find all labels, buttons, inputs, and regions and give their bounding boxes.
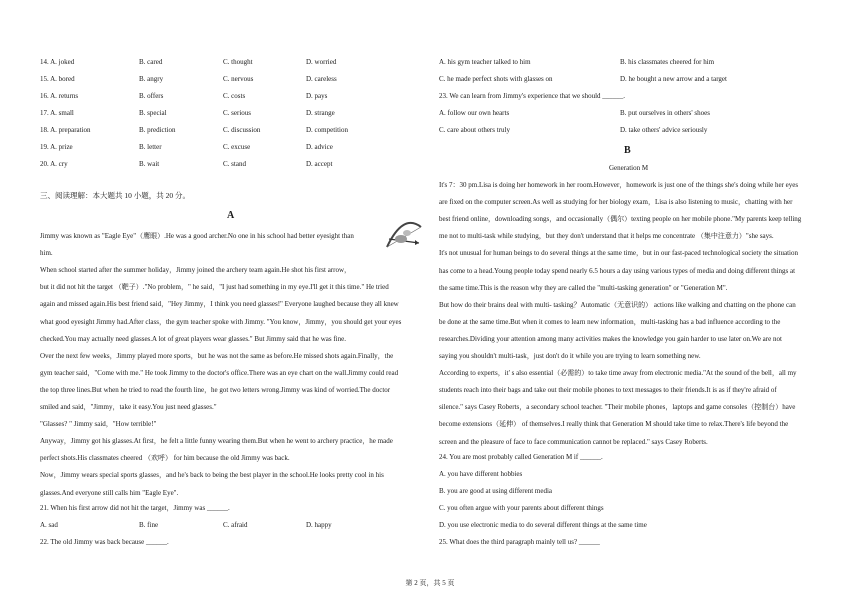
vocab-q19-option-a[interactable]: 19. A. prize — [40, 143, 73, 151]
vocab-q15-option-a[interactable]: 15. A. bored — [40, 75, 75, 83]
passage-b-line: become extensions（延伸） of themselves.I really think that Generation M should take time to relax.There's life beyond the — [439, 420, 789, 429]
passage-b-line: researches.Dividing your attention among many activities makes the knowledge you gain harder to use later on.We are not — [439, 334, 782, 343]
passage-b-line: are fixed on the computer screen.As well as studying for her biology exam，Lisa is also listening to music，chatting with her — [439, 198, 793, 207]
passage-b-label: B — [624, 145, 631, 156]
q22-option-d[interactable]: D. he bought a new arrow and a target — [620, 75, 727, 83]
passage-b-line: According to experts，it' s also essential（必需的）to take time away from electronic media."At the sound of the bell，all my — [439, 369, 797, 378]
passage-a-line: Jimmy was known as "Eagle Eye"（鹰眼）.He was a good archer.No one in his school had better eyesight than — [40, 232, 354, 240]
passage-b-line: has come to a head.Young people today spend nearly 6.5 hours a day using various types of media and doing different things at — [439, 266, 796, 275]
passage-a-line: but it did not hit the target （靶子）."No problem，" he said，"I just had something in my eye.I'll get it this time." He tried — [40, 283, 389, 292]
vocab-q14-option-c[interactable]: C. thought — [223, 58, 253, 66]
vocab-q14-option-a[interactable]: 14. A. joked — [40, 58, 75, 66]
q23-option-d[interactable]: D. take others' advice seriously — [620, 126, 708, 134]
q21-option-d[interactable]: D. happy — [306, 521, 332, 529]
passage-a-line: checked.You may actually need glasses.A lot of great players wear glasses." But Jimmy said that he was fine. — [40, 334, 346, 343]
question-21-stem: 21. When his first arrow did not hit the target，Jimmy was ______. — [40, 504, 230, 512]
passage-a-line: him. — [40, 249, 53, 258]
archer-bow-arrow-illustration — [381, 219, 425, 251]
q23-option-c[interactable]: C. care about others truly — [439, 126, 510, 134]
vocab-q19-option-d[interactable]: D. advice — [306, 143, 333, 151]
passage-b-line: saying you shouldn't multi-task，just don't do it while you are trying to learn something new. — [439, 352, 701, 360]
passage-b-line: me not to multi-task while studying，but they don't understand that it helps me concentrate （集中注意力）"she says. — [439, 232, 774, 241]
q22-option-c[interactable]: C. he made perfect shots with glasses on — [439, 75, 553, 83]
q23-option-b[interactable]: B. put ourselves in others' shoes — [620, 109, 710, 117]
passage-b-line: the same time.This is the reason why they are called the "multi-tasking generation" or "Generation M". — [439, 283, 728, 292]
question-24-stem: 24. You are most probably called Generation M if ______. — [439, 453, 603, 461]
vocab-q17-option-d[interactable]: D. strange — [306, 109, 335, 117]
vocab-q15-option-c[interactable]: C. nervous — [223, 75, 254, 83]
passage-a-line: glasses.And everyone still calls him "Eagle Eye". — [40, 488, 179, 497]
passage-b-line: But how do their brains deal with multi- tasking？Automatic（无意识的） actions like walking and chatting on the phone can — [439, 300, 796, 309]
vocab-q18-option-c[interactable]: C. discussion — [223, 126, 261, 134]
q24-option-d[interactable]: D. you use electronic media to do several different things at the same time — [439, 521, 647, 529]
vocab-q19-option-b[interactable]: B. letter — [139, 143, 162, 151]
passage-b-title: Generation M — [609, 164, 649, 172]
vocab-q20-option-d[interactable]: D. accept — [306, 160, 333, 168]
vocab-q18-option-a[interactable]: 18. A. preparation — [40, 126, 91, 134]
vocab-q19-option-c[interactable]: C. excuse — [223, 143, 251, 151]
vocab-q20-option-b[interactable]: B. wait — [139, 160, 160, 168]
question-23-stem: 23. We can learn from Jimmy's experience that we should ______. — [439, 92, 626, 100]
passage-a-line: "Glasses? " Jimmy said，"How terrible!" — [40, 420, 157, 429]
passage-a-line: Now，Jimmy wears special sports glasses，and he's back to being the best player in the school.He looks pretty cool in his — [40, 471, 384, 480]
passage-b-line: It's not unusual for human beings to do several things at the same time，but in our fast-paced technological society the situation — [439, 249, 798, 258]
passage-b-line: silence." says Casey Roberts，a secondary school teacher. "Their mobile phones，laptops and game consoles（控制台）have — [439, 403, 796, 412]
q22-option-b[interactable]: B. his classmates cheered for him — [620, 58, 715, 66]
passage-a-line: When school started after the summer holiday，Jimmy joined the archery team again.He shot his first arrow， — [40, 266, 352, 275]
q22-option-a[interactable]: A. his gym teacher talked to him — [439, 58, 531, 66]
q21-option-b[interactable]: B. fine — [139, 521, 159, 529]
vocab-q18-option-d[interactable]: D. competition — [306, 126, 348, 134]
q21-option-a[interactable]: A. sad — [40, 521, 58, 529]
vocab-q14-option-d[interactable]: D. worried — [306, 58, 337, 66]
vocab-q17-option-b[interactable]: B. special — [139, 109, 167, 117]
passage-a-line: perfect shots.His classmates cheered （欢呼） for him because the old Jimmy was back. — [40, 454, 290, 463]
q24-option-a[interactable]: A. you have different hobbies — [439, 470, 523, 478]
vocab-q15-option-b[interactable]: B. angry — [139, 75, 164, 83]
passage-b-line: It's 7：30 pm.Lisa is doing her homework in her room.However，homework is just one of the things she's doing while her eyes — [439, 181, 799, 189]
vocab-q16-option-d[interactable]: D. pays — [306, 92, 328, 100]
passage-b-line: screen and the pleasure of face to face communication cannot be replaced." says Casey Roberts. — [439, 437, 708, 446]
passage-a-line: Over the next few weeks，Jimmy played more sports，but he was not the same as before.He missed shots again.Finally，the — [40, 351, 394, 360]
vocab-q16-option-c[interactable]: C. costs — [223, 92, 246, 100]
passage-a-line: gym teacher said，"Come with me." He took Jimmy to the doctor's office.There was an eye chart on the wall.Jimmy could read — [40, 368, 399, 377]
vocab-q20-option-a[interactable]: 20. A. cry — [40, 160, 68, 168]
question-22-stem: 22. The old Jimmy was back because ______. — [40, 538, 169, 546]
vocab-q16-option-b[interactable]: B. offers — [139, 92, 164, 100]
q24-option-c[interactable]: C. you often argue with your parents about different things — [439, 504, 604, 512]
passage-b-line: best friend online，downloading songs，and occasionally（偶尔）texting people on her mobile phone."My parents keep telling — [439, 215, 802, 224]
q23-option-a[interactable]: A. follow our own hearts — [439, 109, 510, 117]
passage-a-line: what good eyesight Jimmy had.After class，the gym teacher spoke with Jimmy. "You know，Jimmy，you should get your eyes — [40, 317, 402, 326]
reading-section-header: 三、阅读理解：本大题共 10 小题，共 20 分。 — [40, 191, 190, 200]
vocab-q16-option-a[interactable]: 16. A. returns — [40, 92, 79, 100]
passage-b-line: students reach into their bags and take out their mobile phones to text messages to their friends.It is as if they're afraid of — [439, 386, 777, 395]
passage-a-line: again and missed again.His best friend said，"Hey Jimmy，I think you need glasses!" Everyone laughed because they all knew — [40, 300, 399, 309]
passage-a-line: Anyway，Jimmy got his glasses.At first，he felt a little funny wearing them.But when he went to archery practice，he made — [40, 437, 393, 446]
vocab-q17-option-c[interactable]: C. serious — [223, 109, 251, 117]
page-footer: 第 2 页，共 5 页 — [405, 579, 455, 587]
q24-option-b[interactable]: B. you are good at using different media — [439, 487, 553, 495]
vocab-q20-option-c[interactable]: C. stand — [223, 160, 246, 168]
passage-a-line: the top three lines.But when he tried to read the fourth line，he got two letters wrong.Jimmy was kind of worried.The doctor — [40, 385, 391, 394]
vocab-q18-option-b[interactable]: B. prediction — [139, 126, 176, 134]
vocab-q15-option-d[interactable]: D. careless — [306, 75, 337, 83]
question-25-stem: 25. What does the third paragraph mainly tell us? ______ — [439, 538, 600, 546]
vocab-q17-option-a[interactable]: 17. A. small — [40, 109, 74, 117]
passage-b-line: be done at the same time.But when it comes to learn new information，multi-tasking has a bad influence according to the — [439, 317, 781, 326]
q21-option-c[interactable]: C. afraid — [223, 521, 248, 529]
passage-a-label: A — [227, 210, 235, 221]
passage-a-line: smiled and said，"Jimmy，take it easy.You just need glasses." — [40, 403, 217, 411]
vocab-q14-option-b[interactable]: B. cared — [139, 58, 163, 66]
